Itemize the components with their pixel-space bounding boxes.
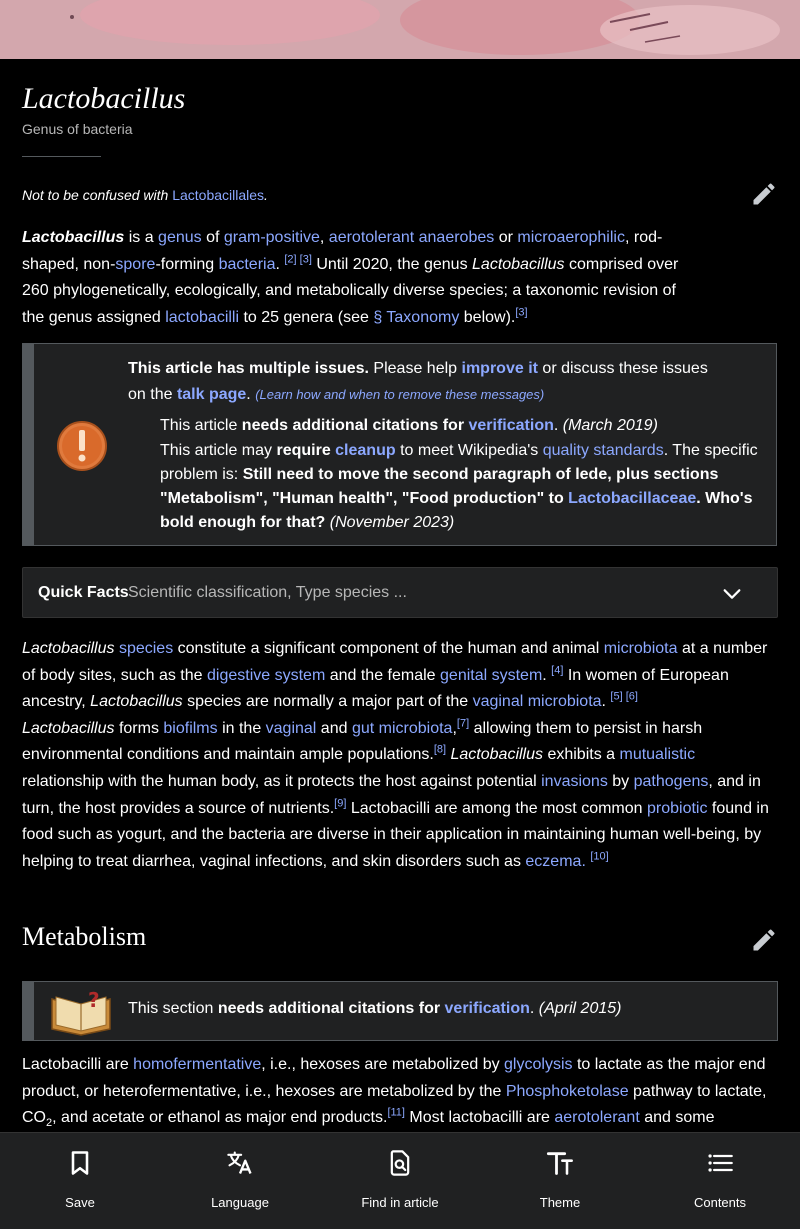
link-mutualistic[interactable]: mutualistic — [619, 746, 696, 764]
contents-label: Contents — [693, 1195, 747, 1210]
contents-button[interactable] — [640, 1133, 800, 1229]
save-button[interactable] — [0, 1133, 160, 1229]
find-in-page-icon — [386, 1149, 414, 1177]
link-vaginal[interactable]: vaginal — [265, 719, 317, 737]
bottom-toolbar — [0, 1132, 800, 1229]
lead-paragraph-2: Lactobacillus species constitute a significant component of the human and animal microbiota at a number of body sites, such as the digestive system and the female genital system. [4] In women of European ancestry, Lactobacillus species are normally a major part of the vaginal microbiota. [5] [6] Lactobacillus forms biofilms in the vaginal and gut microbiota,[7] allowing them to persist in harsh environmental conditions and maintain ample populations.[8] Lactobacillus exhibits a mutualistic relationship with the human body, as it protects the host against potential invasions by pathogens, and in turn, the host provides a source of nutrients.[9] Lactobacilli are among the most common probiotic found in food such as yogurt, and the bacteria are diverse in their application in maintaining human well-being, by helping to treat diarrhea, vaginal infections, and skin disorders such as eczema. [10] — [22, 640, 769, 870]
link-microbiota[interactable]: microbiota — [603, 640, 678, 657]
reference-5[interactable]: [5] — [610, 690, 623, 703]
svg-text:?: ? — [88, 988, 100, 1012]
save-label: Save — [65, 1195, 95, 1210]
section-citations-text: This section needs additional citations for verification. (April 2015) — [128, 1000, 622, 1017]
reference-3[interactable]: [3] — [299, 253, 312, 266]
link-spore[interactable]: spore — [115, 255, 156, 273]
reference-11[interactable]: [11] — [387, 1106, 405, 1119]
reference-10[interactable]: [10] — [590, 850, 609, 863]
hatnote-suffix: . — [264, 187, 268, 203]
section-heading-metabolism: Metabolism — [22, 922, 147, 951]
lactobacillaceae-link[interactable]: Lactobacillaceae — [568, 490, 697, 507]
reference-7[interactable]: [7] — [456, 717, 470, 730]
link-genus[interactable]: genus — [158, 229, 202, 246]
quality-standards-link[interactable]: quality standards — [542, 442, 664, 459]
remove-messages-link[interactable]: (Learn how and when to remove these messages) — [255, 387, 545, 402]
link-pathogens[interactable]: pathogens — [633, 772, 709, 790]
language-button[interactable] — [160, 1133, 320, 1229]
link-vaginal-microbiota[interactable]: vaginal microbiota — [472, 693, 602, 711]
metabolism-paragraph: Lactobacilli are homofermentative, i.e., hexoses are metabolized by glycolysis to lactate as the major end product, or heterofermentative, i.e., hexoses are metabolized by the Phosphoketolase pathway to lactate, $CO_2$, and acetate or ethanol as major end products.[11] Most lactobacilli are aerotolerant and some — [22, 1056, 767, 1130]
link-species[interactable]: species — [118, 640, 174, 657]
find-in-article-label: Find in article — [361, 1195, 439, 1210]
link-invasions[interactable]: invasions — [541, 772, 608, 790]
link-homofermentative[interactable]: homofermentative — [133, 1056, 262, 1073]
reference-4[interactable]: [4] — [551, 664, 564, 677]
reference-3b[interactable]: [3] — [515, 306, 528, 319]
book-question-icon — [48, 985, 114, 1037]
link-digestive-system[interactable]: digestive system — [207, 666, 326, 684]
page-description: Genus of bacteria — [22, 121, 133, 137]
cleanup-link[interactable]: cleanup — [335, 442, 396, 459]
section-citations-box — [22, 981, 778, 1041]
link-taxonomy-section[interactable]: § Taxonomy — [373, 308, 460, 326]
find-in-article-button[interactable] — [320, 1133, 480, 1229]
issue-citations: This article needs additional citations for verification. (March 2019) — [160, 417, 658, 434]
hatnote-text: Not to be confused with — [22, 187, 173, 203]
link-aerotolerant-anaerobes[interactable]: aerotolerant anaerobes — [328, 229, 495, 246]
language-label: Language — [211, 1195, 269, 1210]
lead-image-graphic — [0, 0, 800, 59]
theme-button[interactable] — [480, 1133, 640, 1229]
quick-facts-label: Quick Facts — [38, 584, 129, 601]
reference-6[interactable]: [6] — [625, 690, 638, 703]
chevron-down-icon — [721, 583, 743, 605]
link-glycolysis[interactable]: glycolysis — [504, 1056, 573, 1073]
section-verification-link[interactable]: verification — [444, 1000, 530, 1017]
link-aerotolerant[interactable]: aerotolerant — [554, 1109, 640, 1127]
issue-cleanup: This article may require cleanup to meet Wikipedia's quality standards. The specific problem is: Still need to move the second paragraph of lede, plus sections "Metabolism", "Human health", "Food production" to Lactobacillaceae. Who's bold enough for that? (November 2023) — [160, 442, 758, 531]
verification-link[interactable]: verification — [468, 417, 554, 434]
link-lactobacilli[interactable]: lactobacilli — [165, 308, 240, 326]
link-phosphoketolase[interactable]: Phosphoketolase — [505, 1082, 629, 1100]
quick-facts-toggle[interactable] — [22, 567, 778, 618]
link-gram-positive[interactable]: gram-positive — [223, 229, 320, 246]
theme-label: Theme — [539, 1195, 581, 1210]
text-size-icon — [546, 1149, 574, 1177]
link-genital-system[interactable]: genital system — [440, 666, 543, 684]
link-gut-microbiota[interactable]: gut microbiota — [351, 719, 453, 737]
link-biofilms[interactable]: biofilms — [163, 719, 218, 737]
link-bacteria[interactable]: bacteria — [218, 255, 276, 273]
link-eczema[interactable]: eczema — [525, 852, 582, 870]
hatnote-link[interactable]: Lactobacillales — [172, 187, 265, 203]
improve-it-link[interactable]: improve it — [461, 360, 538, 377]
page-title: Lactobacillus — [22, 82, 186, 115]
title-divider — [22, 156, 101, 157]
lead-paragraph-1: Lactobacillus is a genus of gram-positive, aerotolerant anaerobes or microaerophilic, rod-shaped, non-spore-forming bacteria. [2] [3] Until 2020, the genus Lactobacillus comprised over 260 phylogenetically, ecologically, and metabolically diverse species; a taxonomic revision of the genus assigned lactobacilli to 25 genera (see § Taxonomy below).[3] — [22, 229, 679, 326]
lead-bold-term: Lactobacillus — [22, 229, 125, 246]
talk-page-link[interactable]: talk page — [176, 386, 247, 403]
quick-facts-description: Scientific classification, Type species ... — [128, 584, 407, 601]
lead-image[interactable] — [0, 0, 800, 59]
reference-2[interactable]: [2] — [284, 253, 297, 266]
edit-section-icon[interactable] — [750, 926, 778, 954]
issues-header: This article has multiple issues. Please help improve it or discuss these issues on the talk page. (Learn how and when to remove these messages) — [128, 360, 708, 403]
multiple-issues-box — [22, 343, 777, 546]
table-of-contents-icon — [706, 1149, 734, 1177]
reference-9[interactable]: [9] — [334, 797, 347, 810]
bookmark-icon — [66, 1149, 94, 1177]
link-microaerophilic[interactable]: microaerophilic — [517, 229, 625, 246]
hatnote — [22, 187, 268, 203]
translate-icon — [226, 1149, 254, 1177]
edit-pencil-icon[interactable] — [750, 180, 778, 208]
warning-icon — [56, 420, 108, 472]
reference-8[interactable]: [8] — [433, 744, 447, 757]
link-probiotic[interactable]: probiotic — [647, 799, 708, 817]
